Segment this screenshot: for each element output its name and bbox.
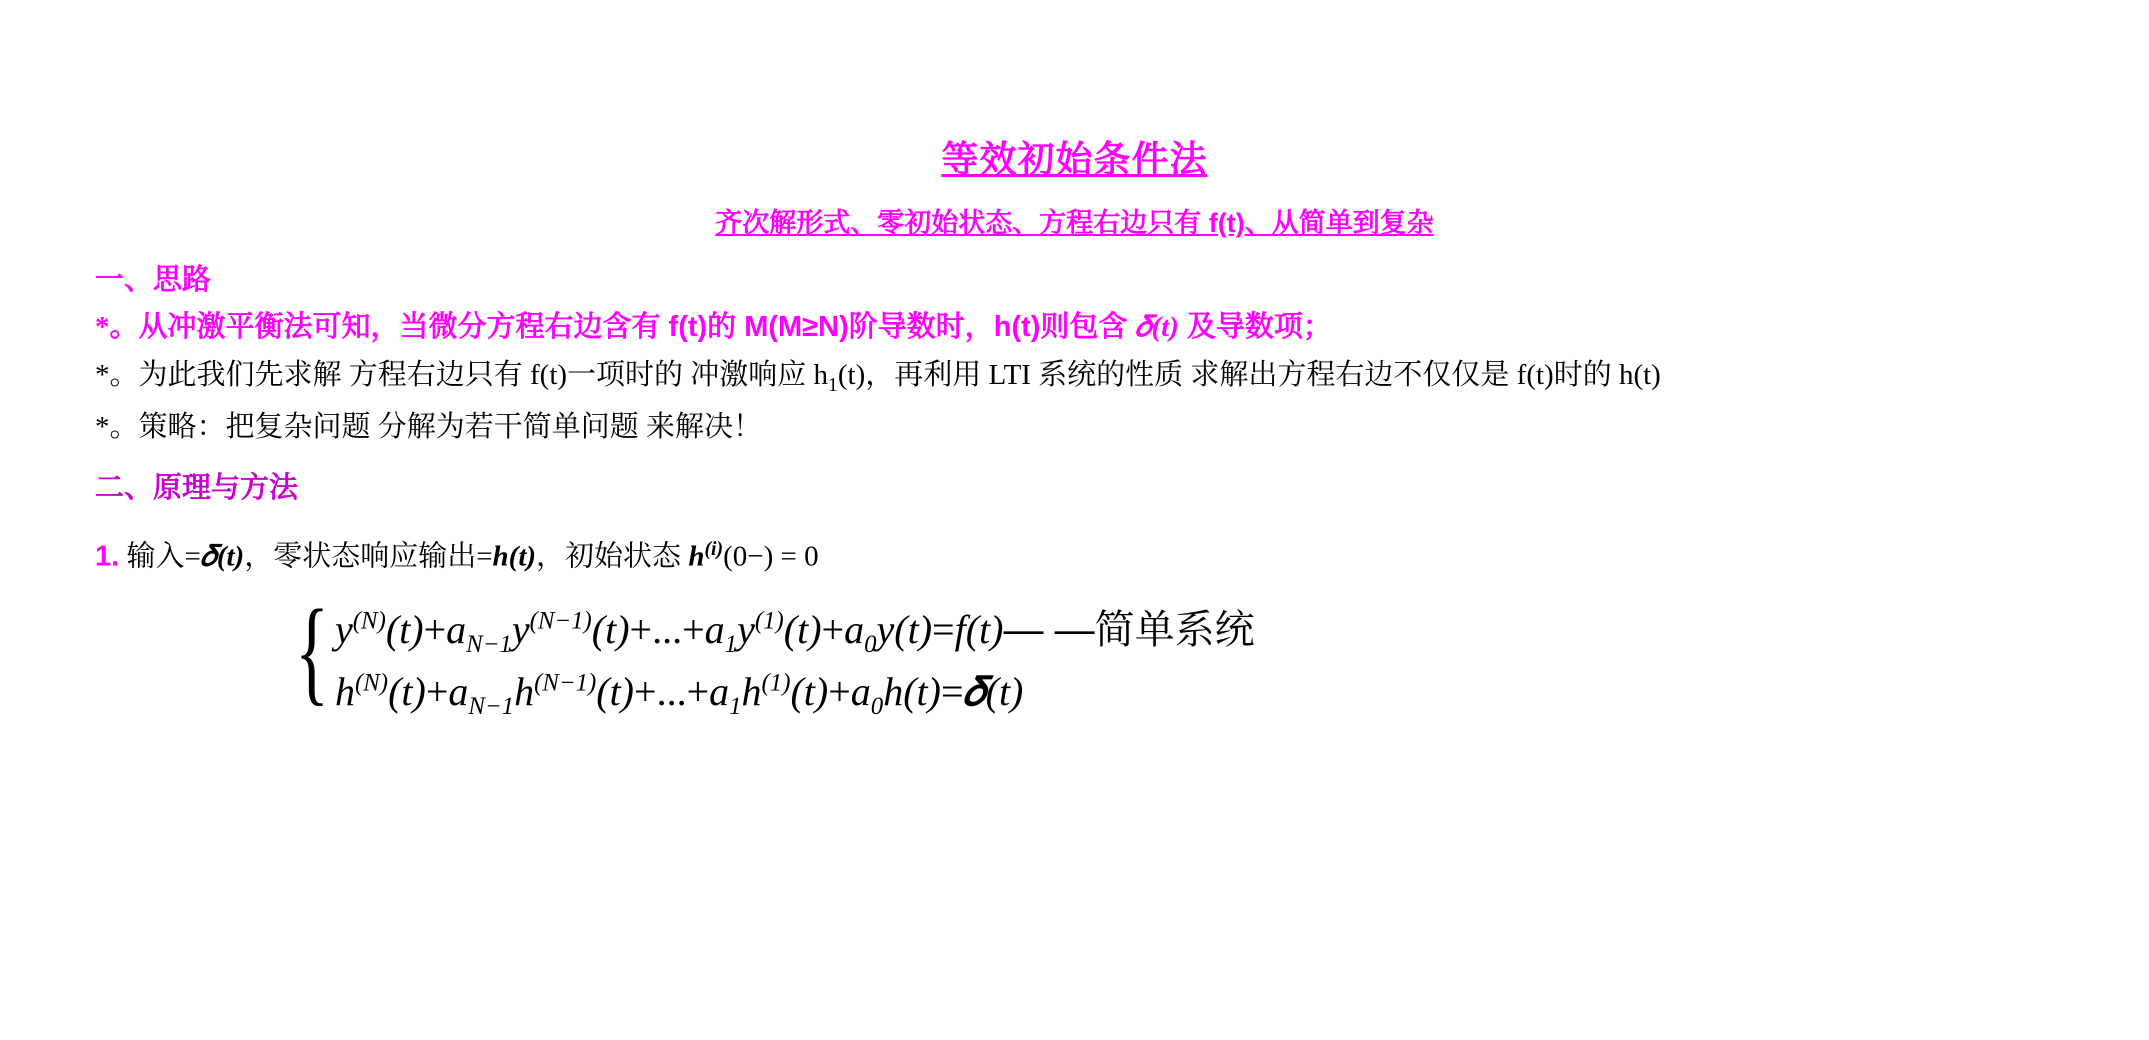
page-title: 等效初始条件法 [941, 139, 1208, 180]
item-number: 1. [95, 541, 120, 574]
section2-item-1: 1. 输入=𝛿(t)，零状态响应输出=h(t)，初始状态 $h^{(i)}(0-) = 0$ [95, 538, 819, 574]
section-heading-2: 二、原理与方法 [95, 472, 299, 505]
equation-block [95, 584, 2054, 725]
left-brace: { [295, 584, 329, 716]
section1-line-3: *。策略：把复杂问题 分解为若干简单问题 来解决！ [95, 410, 763, 443]
equation-line-1: $y^{(N)}(t)+a_{N-1}y^{(N-1)}(t)+...+a_1y^{(1)}(t)+a_0y(t)=f(t)—$ —简单系统 [335, 606, 1255, 658]
page-subtitle: 齐次解形式、零初始状态、方程右边只有 f(t)、从简单到复杂 [715, 207, 1434, 238]
document-page [0, 140, 2149, 1040]
section1-line-2: *。为此我们先求解 方程右边只有 f(t)一项时的 冲激响应 $h_1(t)$，再利用 LTI 系统的性质 求解出方程右边不仅仅是 f(t)时的 h(t) [95, 358, 1661, 396]
section1-line-1: *。从冲激平衡法可知，当微分方程右边含有 f(t)的 M(M≥N)阶导数时，h(t)则包含 𝛿(t) 及导数项； [95, 310, 1332, 343]
equation-line-2: $h^{(N)}(t)+a_{N-1}h^{(N-1)}(t)+...+a_1h^{(1)}(t)+a_0h(t)=𝛿(t)$ [335, 668, 1024, 720]
section-heading-1: 一、思路 [95, 264, 212, 297]
